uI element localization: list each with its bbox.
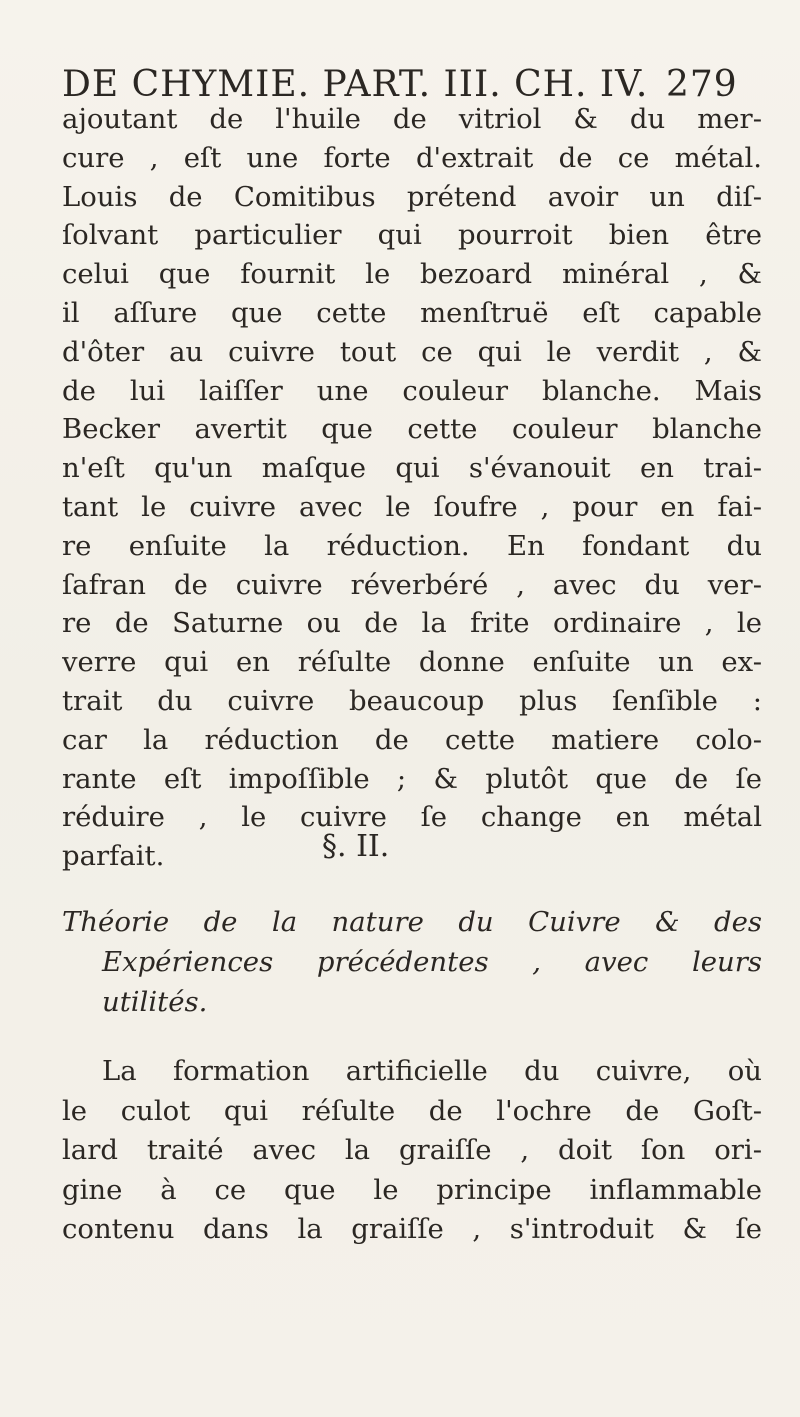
text-line: contenu dans la graiſſe , s'introduit & ſe <box>62 1213 762 1245</box>
text-line: trait du cuivre beaucoup plus ſenſible : <box>62 684 762 717</box>
running-head-title: DE CHYMIE. PART. III. CH. IV. <box>62 64 649 105</box>
text-line: re enſuite la réduction. En fondant du <box>62 529 762 562</box>
section-title-line: Expériences précédentes , avec leurs <box>102 946 762 978</box>
text-line: rante eſt impoſſible ; & plutôt que de ſe <box>62 762 762 795</box>
text-line: réduire , le cuivre ſe change en métal <box>62 801 762 834</box>
section-title-line: utilités. <box>102 986 208 1018</box>
text-line: parfait. <box>62 840 165 873</box>
text-line: lard traité avec la graiſſe , doit ſon ori- <box>62 1134 762 1166</box>
text-line: de lui laiſſer une couleur blanche. Mais <box>62 374 762 407</box>
text-line: n'eſt qu'un maſque qui s'évanouit en trai- <box>62 452 762 485</box>
text-line: il aſſure que cette menſtruë eſt capable <box>62 296 762 329</box>
text-line: Becker avertit que cette couleur blanche <box>62 413 762 446</box>
text-line: gine à ce que le principe inflammable <box>62 1173 762 1206</box>
section-title-line: Théorie de la nature du Cuivre & des <box>62 906 762 938</box>
text-line: La formation artificielle du cuivre, où <box>102 1055 762 1087</box>
text-line: tant le cuivre avec le ſoufre , pour en fai- <box>62 490 762 523</box>
section-title <box>62 902 762 1022</box>
running-head <box>62 64 762 105</box>
text-line: ajoutant de l'huile de vitriol & du mer- <box>62 103 762 135</box>
text-line: verre qui en réſulte donne enſuite un ex- <box>62 646 762 679</box>
paragraph-1 <box>62 100 762 876</box>
text-line: re de Saturne ou de la frite ordinaire , le <box>62 607 762 640</box>
text-line: Louis de Comitibus prétend avoir un diſ- <box>62 180 762 213</box>
text-line: ſafran de cuivre réverbéré , avec du ver- <box>62 568 762 601</box>
text-line: car la réduction de cette matiere colo- <box>62 723 762 756</box>
text-line: d'ôter au cuivre tout ce qui le verdit , & <box>62 335 762 368</box>
text-line: celui que fournit le bezoard minéral , & <box>62 258 762 291</box>
section-mark: §. II. <box>322 829 390 864</box>
text-line: le culot qui réſulte de l'ochre de Goſt- <box>62 1094 762 1127</box>
page-number: 279 <box>666 64 738 105</box>
text-line: ſolvant particulier qui pourroit bien être <box>62 219 762 252</box>
text-line: cure , eſt une forte d'extrait de ce métal. <box>62 141 762 174</box>
paragraph-2 <box>62 1052 762 1250</box>
